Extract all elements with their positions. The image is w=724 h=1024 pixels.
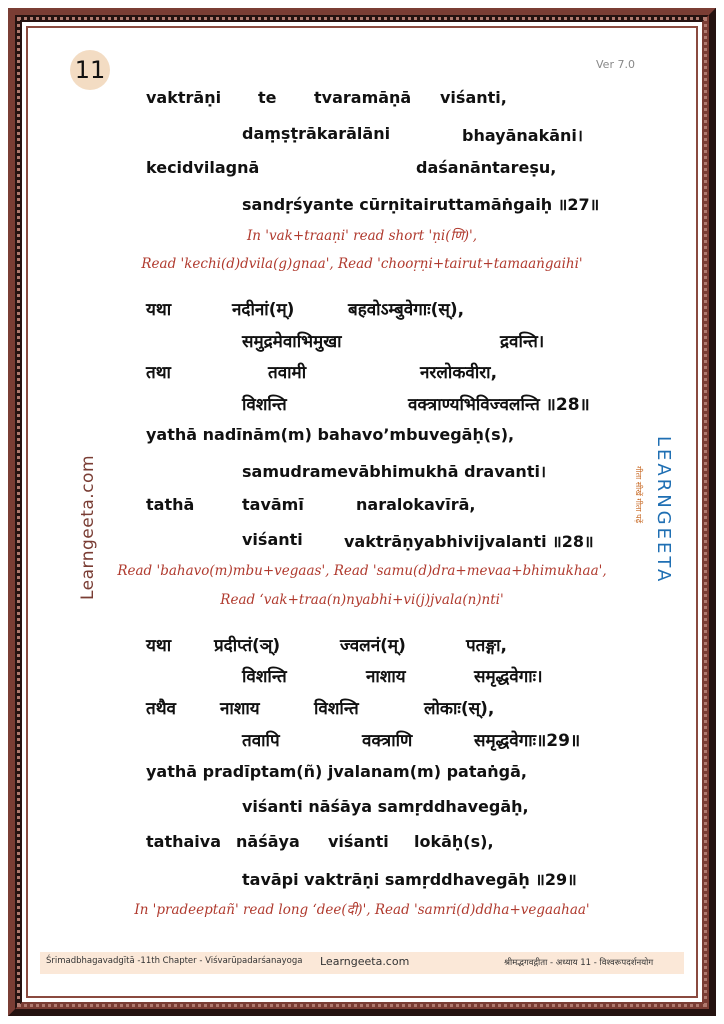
word: daṃṣṭrākarālāni xyxy=(242,124,391,143)
word: bhayānakāni। xyxy=(462,126,583,145)
v28-note1: Read 'bahavo(m)mbu+vegaas', Read 'samu(d)dra+mevaa+bhimukhaa', xyxy=(117,563,607,579)
word: यथा xyxy=(146,636,172,656)
word: daśanāntareṣu, xyxy=(416,158,557,177)
word: समुद्रमेवाभिमुखा xyxy=(242,332,342,352)
v28-note2: Read ‘vak+traa(n)nyabhi+vi(j)jvala(n)nti' xyxy=(220,592,504,608)
v29-rom-line1: yathā pradīptam(ñ) jvalanam(m) pataṅgā, xyxy=(146,762,527,781)
page-number: 11 xyxy=(70,50,110,90)
logo-text: LEARNGEETA xyxy=(653,436,674,585)
word: पतङ्गा, xyxy=(466,636,507,656)
word: नाशाय xyxy=(220,699,260,719)
word: tavāmī xyxy=(242,495,304,514)
v27-line4: sandṛśyante cūrṇitairuttamāṅgaiḥ ॥27॥ xyxy=(242,195,600,214)
word: नाशाय xyxy=(366,667,406,687)
word: नदीनां(म्) xyxy=(232,300,295,320)
word: viśanti, xyxy=(440,88,507,107)
word: नरलोकवीरा, xyxy=(420,363,498,383)
side-watermark-text: Learngeeta.com xyxy=(78,454,98,600)
word: viśanti xyxy=(242,530,303,549)
v29-note1: In 'pradeeptañ' read long ‘dee(दी)', Read 'samri(d)ddha+vegaahaa' xyxy=(134,902,590,918)
word: तथैव xyxy=(146,699,177,719)
footer-site-link[interactable]: Learngeeta.com xyxy=(320,955,410,968)
word: lokāḥ(s), xyxy=(414,832,494,851)
word: ज्वलनं(म्) xyxy=(340,636,406,656)
word: nāśāya xyxy=(236,832,300,851)
word: vaktrāṇi xyxy=(146,88,222,107)
word: वक्त्राण्यभिविज्वलन्ति ॥28॥ xyxy=(408,395,590,415)
word: लोकाः(स्), xyxy=(424,699,495,719)
word: समृद्धवेगाः॥29॥ xyxy=(474,731,581,751)
word: तथा xyxy=(146,363,171,383)
word: समृद्धवेगाः। xyxy=(474,667,543,687)
word: तवामी xyxy=(268,363,307,383)
word: विशन्ति xyxy=(314,699,359,719)
footer-right-text: श्रीमद्भगवद्गीता - अध्याय 11 - विश्वरूपदर्शनयोग xyxy=(504,958,654,968)
v29-rom-line2: viśanti nāśāya samṛddhavegāḥ, xyxy=(242,797,529,816)
word: यथा xyxy=(146,300,172,320)
word: द्रवन्ति। xyxy=(500,332,545,352)
word: tvaramāṇā xyxy=(314,88,412,107)
word: vaktrāṇyabhivijvalanti ॥28॥ xyxy=(344,532,594,551)
word: तवापि xyxy=(242,731,280,751)
v29-rom-line4: tavāpi vaktrāṇi samṛddhavegāḥ ॥29॥ xyxy=(242,870,577,889)
v28-rom-line2: samudramevābhimukhā dravanti। xyxy=(242,462,547,481)
word: tathaiva xyxy=(146,832,221,851)
word: वक्त्राणि xyxy=(362,731,413,751)
word: विशन्ति xyxy=(242,667,287,687)
v28-rom-line1: yathā nadīnām(m) bahavo’mbuvegāḥ(s), xyxy=(146,425,515,444)
word: te xyxy=(258,88,277,107)
v27-note2: Read 'kechi(d)dvila(g)gnaa', Read 'chooṛṇi+tairut+tamaaṅgaihi' xyxy=(141,256,583,272)
word: kecidvilagnā xyxy=(146,158,260,177)
word: tathā xyxy=(146,495,195,514)
v27-note1: In 'vak+traaṇi' read short 'ṇi(णि)', xyxy=(246,228,478,244)
logo-subtitle: गीता सीखें गीता पढ़ें xyxy=(634,466,643,524)
version-label: Ver 7.0 xyxy=(596,58,635,71)
footer-left-text: Śrimadbhagavadgītā -11th Chapter - Viśvarūpadarśanayoga xyxy=(46,956,303,966)
word: विशन्ति xyxy=(242,395,287,415)
word: naralokavīrā, xyxy=(356,495,476,514)
word: बहवोऽम्बुवेगाः(स्), xyxy=(348,300,465,320)
word: प्रदीप्तं(ञ्) xyxy=(214,636,281,656)
word: viśanti xyxy=(328,832,389,851)
